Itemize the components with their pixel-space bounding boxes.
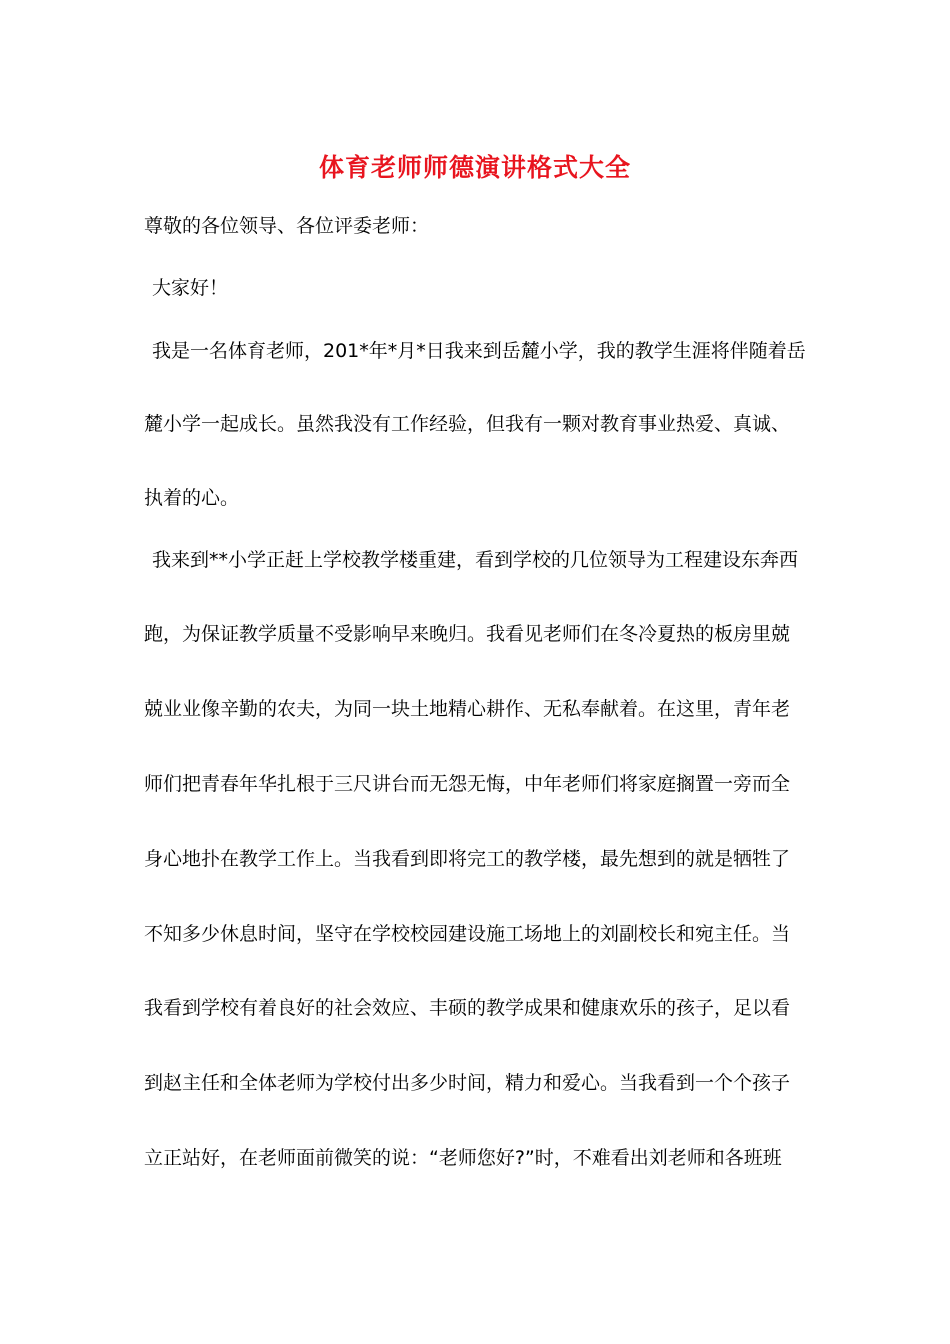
paragraph-line: 身心地扑在教学工作上。当我看到即将完工的教学楼，最先想到的就是牺牲了 [144,848,791,870]
paragraph-line: 到赵主任和全体老师为学校付出多少时间，精力和爱心。当我看到一个个孩子 [144,1072,791,1094]
greeting-line: 大家好！ [152,277,229,299]
paragraph-line: 执着的心。 [144,487,240,509]
paragraph-line: 我是一名体育老师，201*年*月*日我来到岳麓小学，我的教学生涯将伴随着岳 [152,340,806,362]
paragraph-line: 兢业业像辛勤的农夫，为同一块土地精心耕作、无私奉献着。在这里，青年老 [144,698,791,720]
paragraph-line: 师们把青春年华扎根于三尺讲台而无怨无悔，中年老师们将家庭搁置一旁而全 [144,773,791,795]
paragraph-line: 立正站好，在老师面前微笑的说：“老师您好?”时，不难看出刘老师和各班班 [144,1147,782,1169]
paragraph-line: 不知多少休息时间，坚守在学校校园建设施工场地上的刘副校长和宛主任。当 [144,923,791,945]
paragraph-line: 我来到**小学正赶上学校教学楼重建，看到学校的几位领导为工程建设东奔西 [152,549,799,571]
paragraph-line: 我看到学校有着良好的社会效应、丰硕的教学成果和健康欢乐的孩子，足以看 [144,997,791,1019]
document-title: 体育老师师德演讲格式大全 [318,153,631,182]
salutation-line: 尊敬的各位领导、各位评委老师： [144,215,430,237]
paragraph-line: 麓小学一起成长。虽然我没有工作经验，但我有一颗对教育事业热爱、真诚、 [144,413,791,435]
paragraph-line: 跑，为保证教学质量不受影响早来晚归。我看见老师们在冬冷夏热的板房里兢 [144,623,791,645]
